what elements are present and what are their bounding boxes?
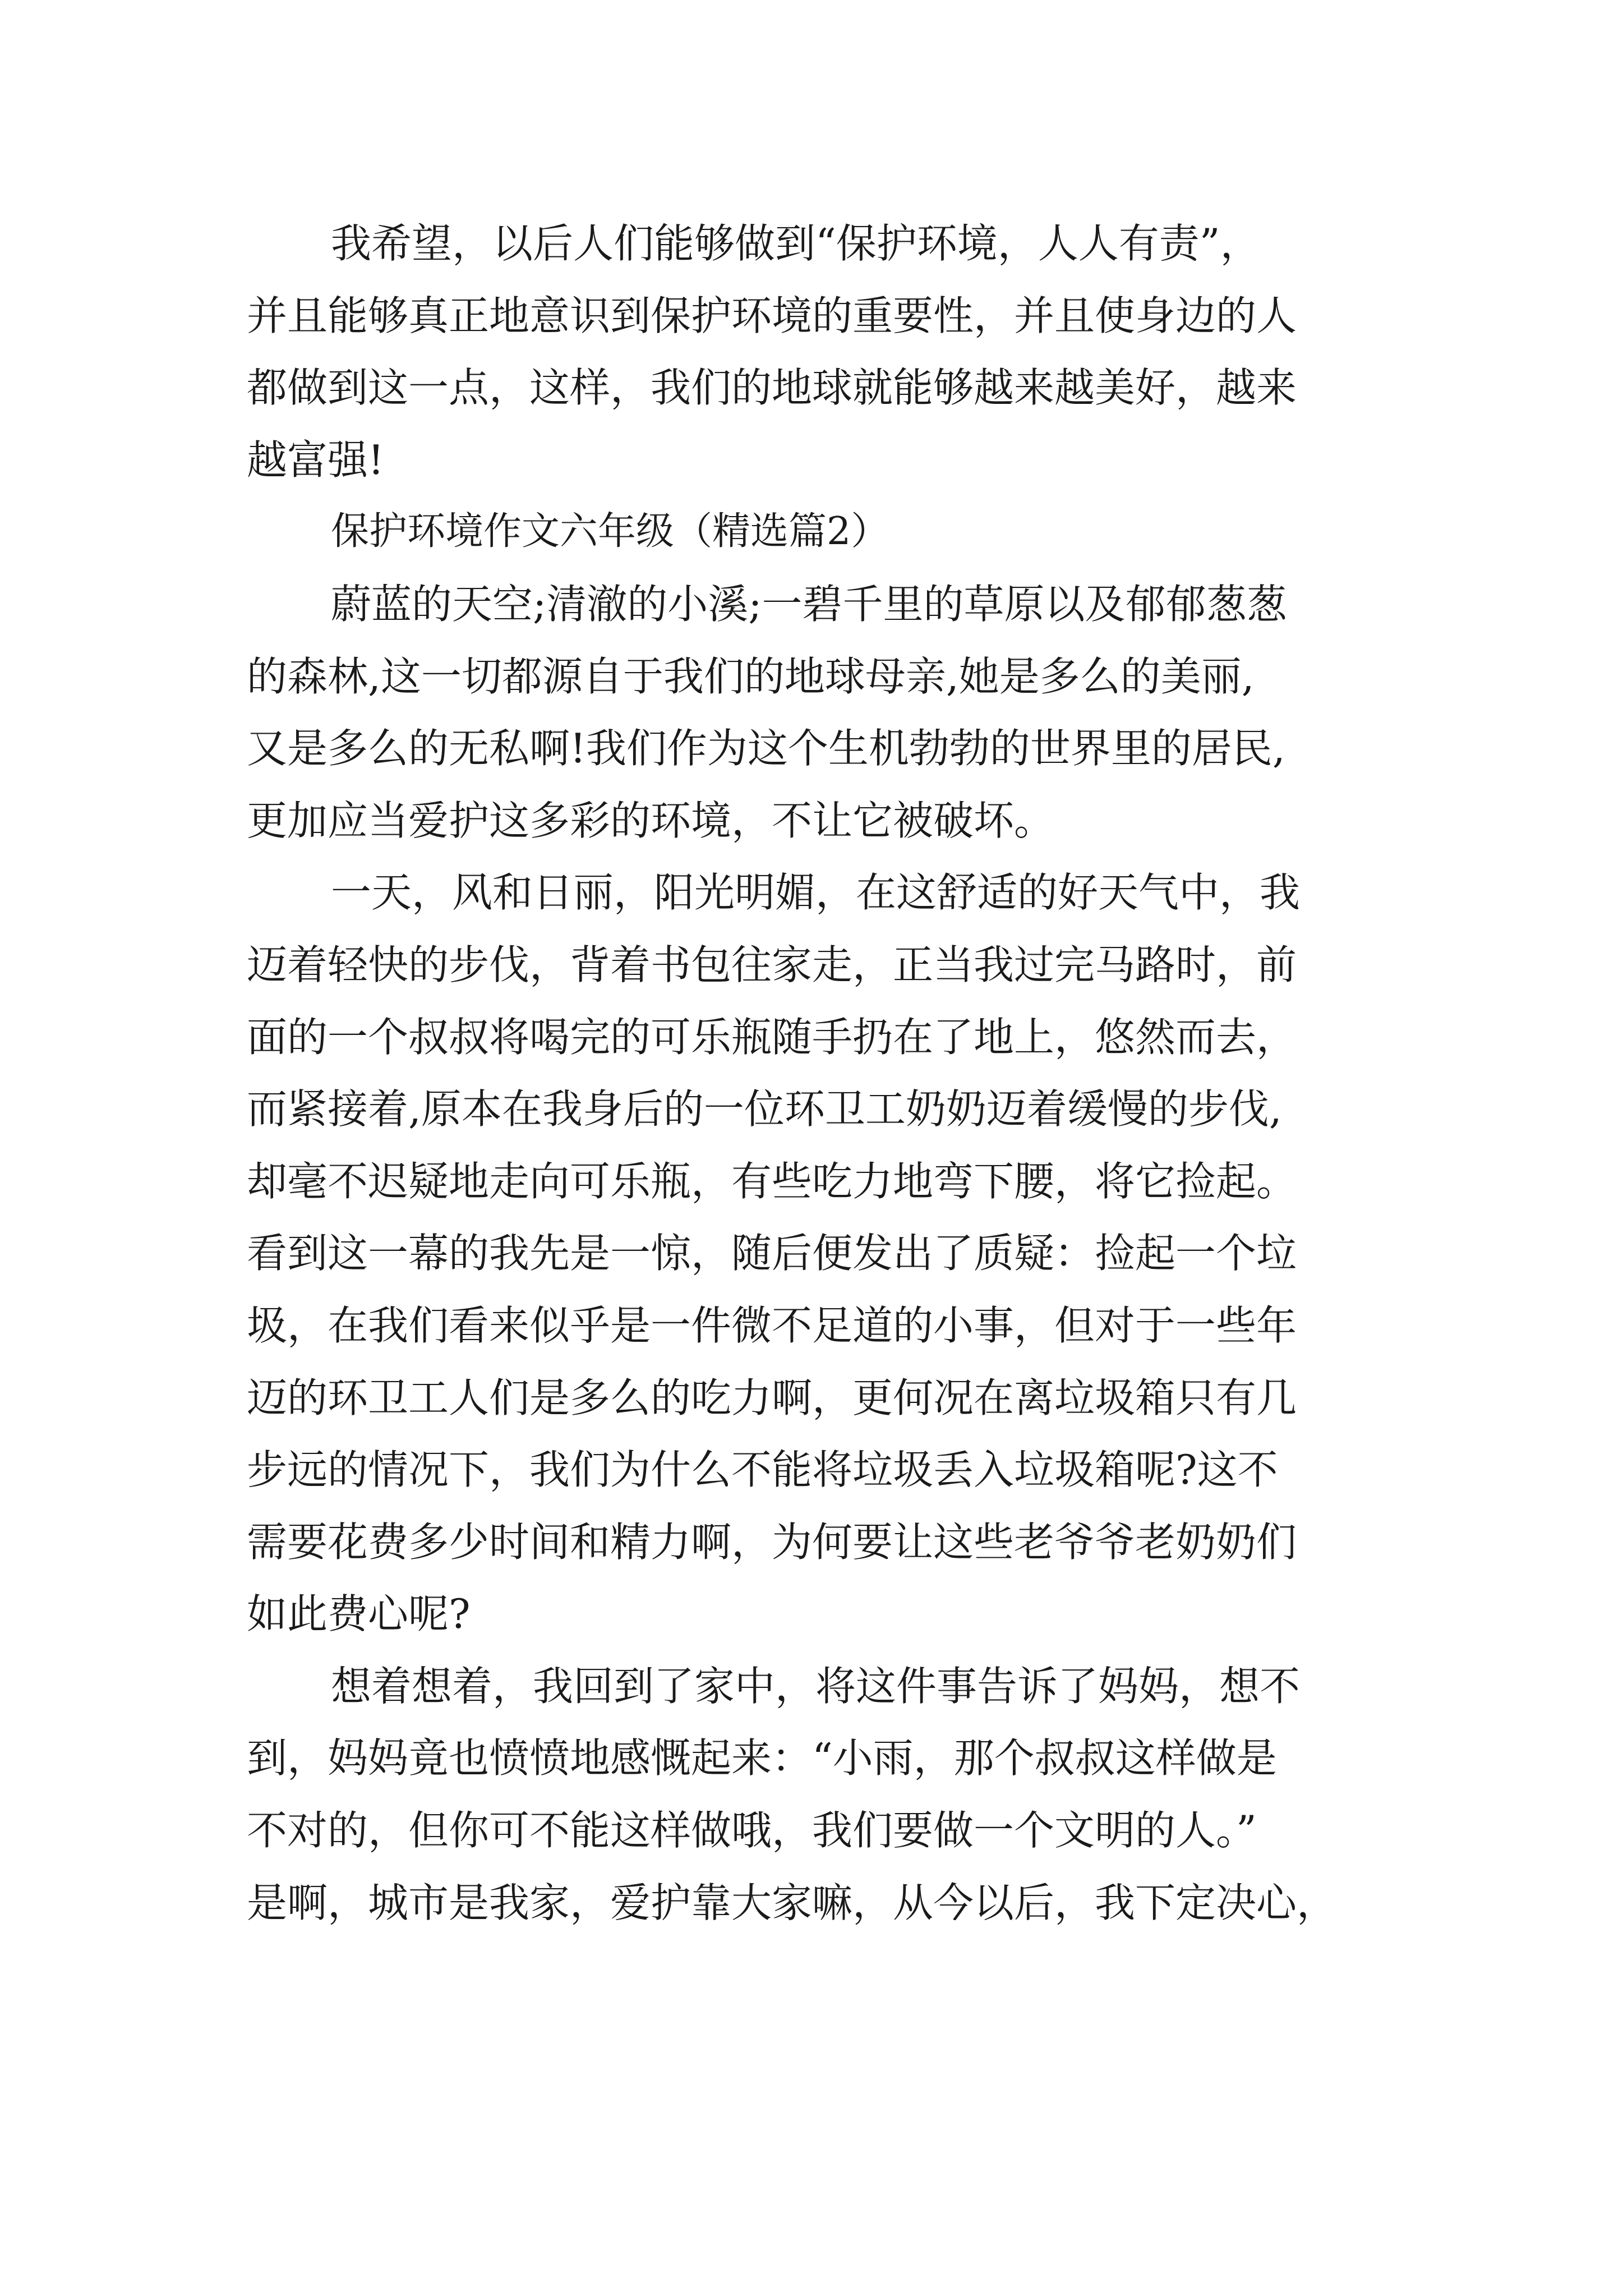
text-line: 并且能够真正地意识到保护环境的重要性，并且使身边的人 [247,292,1297,339]
text-line: 一天，风和日丽，阳光明媚，在这舒适的好天气中，我 [331,869,1301,917]
text-line: 需要花费多少时间和精力啊，为何要让这些老爷爷老奶奶们 [247,1518,1297,1566]
text-line: 面的一个叔叔将喝完的可乐瓶随手扔在了地上，悠然而去， [247,1013,1297,1061]
text-line: 想着想着，我回到了家中，将这件事告诉了妈妈，想不 [331,1662,1301,1710]
text-line: 不对的，但你可不能这样做哦，我们要做一个文明的人。” [247,1807,1257,1855]
document-body [247,208,1391,1939]
text-line: 迈的环卫工人们是多么的吃力啊，更何况在离垃圾箱只有几 [247,1374,1297,1421]
text-line: 是啊，城市是我家，爱护靠大家嘛，从今以后，我下定决心， [247,1879,1338,1926]
text-line: 更加应当爱护这多彩的环境，不让它被破坏。 [247,797,1055,844]
text-line: 圾，在我们看来似乎是一件微不足道的小事，但对于一些年 [247,1301,1297,1349]
text-line: 到，妈妈竟也愤愤地感慨起来：“小雨，那个叔叔这样做是 [247,1734,1277,1782]
paragraph [247,1650,1391,1939]
section-heading [247,496,1391,568]
text-line: 的森林,这一切都源自于我们的地球母亲,她是多么的美丽, [247,652,1255,700]
text-line: 步远的情况下，我们为什么不能将垃圾丢入垃圾箱呢?这不 [247,1446,1278,1494]
text-line: 迈着轻快的步伐，背着书包往家走，正当我过完马路时，前 [247,941,1297,988]
text-line: 看到这一幕的我先是一惊，随后便发出了质疑：捡起一个垃 [247,1230,1297,1277]
text-line: 蔚蓝的天空;清澈的小溪;一碧千里的草原以及郁郁葱葱 [331,580,1287,628]
text-line: 而紧接着,原本在我身后的一位环卫工奶奶迈着缓慢的步伐, [247,1085,1282,1133]
heading-text: 保护环境作文六年级（精选篇2） [331,509,889,554]
text-line: 我希望，以后人们能够做到“保护环境，人人有责”， [331,220,1261,267]
paragraph [247,568,1391,857]
text-line: 越富强! [247,436,384,484]
paragraph [247,857,1391,1650]
text-line: 却毫不迟疑地走向可乐瓶，有些吃力地弯下腰，将它捡起。 [247,1157,1297,1205]
paragraph [247,208,1391,496]
text-line: 又是多么的无私啊!我们作为这个生机勃勃的世界里的居民, [247,725,1285,772]
text-line: 如此费心呢? [247,1590,471,1638]
text-line: 都做到这一点，这样，我们的地球就能够越来越美好，越来 [247,364,1297,412]
